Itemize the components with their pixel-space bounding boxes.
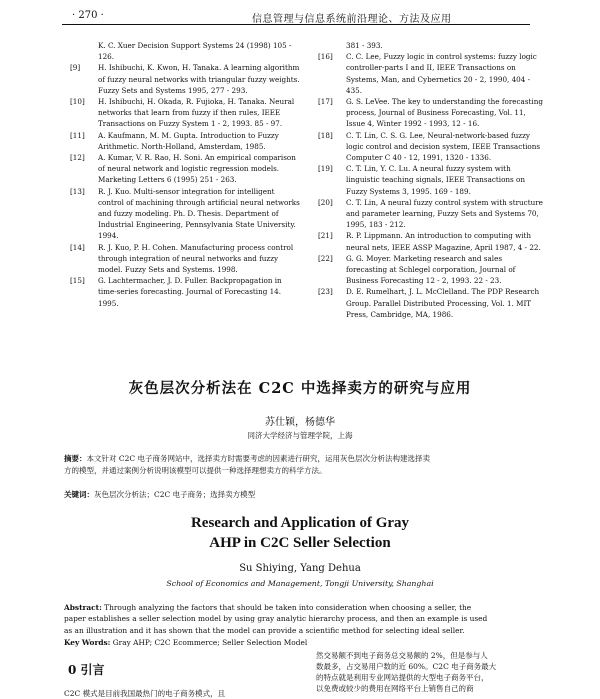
body-line: 的特点就是利用专业网站提供的大型电子商务平台， <box>316 673 489 682</box>
chinese-affiliation: 同济大学经济与管理学院，上海 <box>247 431 353 440</box>
chinese-abstract-line: 本文针对 C2C 电子商务网站中，选择卖方时需要考虑的因素进行研究，运用灰色层次分析法构建选择卖 <box>86 454 431 463</box>
reference-text: G. S. LeVee. The key to understanding the forecasting process, Journal of Business Forecasting, Vol. 11, Issue 4, Winter 1992 - 1993, 12 - 16. <box>346 97 543 129</box>
reference-text: H. Ishibuchi, K. Kwon, H. Tanaka. A learning algorithm of fuzzy neural networks with triangular fuzzy weights. Fuzzy Sets and Systems 1995, 277 - 293. <box>98 63 300 95</box>
references-left-column <box>70 40 302 309</box>
reference-text: R. J. Kuo. Multi-sensor integration for intelligent control of machining through artificial neural networks and fuzzy modeling. Ph. D. Thesis. Department of Industrial Engineering, Pennsylvania State University. 1994. <box>98 186 300 241</box>
reference-text: R. P. Lippmann. An introduction to computing with neural nets, IEEE ASSP Magazine, April 1987, 4 - 22. <box>346 231 541 252</box>
reference-number: [17] <box>318 97 333 107</box>
body-line: 以免费或较少的费用在网络平台上销售自己的商 <box>316 684 474 693</box>
reference-text: A. Kumar, V. R. Rao, H. Soni. An empirical comparison of neural network and logistic regression models. Marketing Letters 6 (1995) 251 - 263. <box>98 153 296 185</box>
reference-item <box>318 40 544 51</box>
body-line: 然交易额不到电子商务总交易额的 2%，但是参与人 <box>316 651 488 660</box>
references-right-column <box>318 40 544 320</box>
english-keywords <box>64 638 542 647</box>
body-right-column <box>316 650 548 694</box>
chinese-abstract-line: 方的模型，并通过案例分析说明该模型可以提供一种选择理想卖方的科学方法。 <box>64 465 327 475</box>
reference-number: [19] <box>318 164 333 174</box>
english-abstract <box>64 602 542 636</box>
reference-item <box>70 152 302 186</box>
reference-text: C. T. Lin, C. S. G. Lee, Neural-network-based fuzzy logic control and decision system, IEEE Transactions Computer C 40 - 12, 1991, 1320 - 1336. <box>346 130 541 163</box>
reference-item <box>318 230 544 252</box>
english-title-line: AHP in C2C Seller Selection <box>209 535 391 551</box>
chinese-keywords <box>64 489 542 500</box>
reference-item <box>318 253 544 287</box>
reference-text: G. Lachtermacher, J. D. Fuller. Backpropagation in time-series forecasting. Journal of Forecasting 14. 1995. <box>98 276 282 308</box>
reference-item <box>70 40 302 62</box>
reference-text: R. J. Kuo, P. H. Cohen. Manufacturing process control through integration of neural networks and fuzzy model. Fuzzy Sets and Systems. 1998. <box>98 242 294 275</box>
english-keywords-text: Gray AHP; C2C Ecommerce; Seller Selection Model <box>112 638 308 647</box>
reference-text: G. G. Moyer. Marketing research and sales forecasting at Schlegel corporation, Journal of Business Forecasting 12 - 2, 1993. 22 - 23. <box>346 253 516 286</box>
reference-item <box>318 286 544 320</box>
reference-number: [20] <box>318 197 333 207</box>
body-left-column: C2C 模式是目前我国最热门的电子商务模式，且 <box>64 689 226 698</box>
english-abstract-line: as an illustration and it has shown that the model can provide a scientific method for selecting ideal seller. <box>64 625 465 635</box>
section-heading: 0 引言 <box>68 663 105 677</box>
reference-item <box>318 197 544 231</box>
reference-number: [23] <box>318 287 333 297</box>
reference-text: D. E. Rumelhart, J. L. McClelland. The PDP Research Group. Parallel Distributed Processing, Vol. 1. MIT Press, Cambridge, MA, 1986. <box>346 287 540 319</box>
english-abstract-line: paper establishes a seller selection model by using gray analytic hierarchy process, and then an example is used <box>64 614 488 624</box>
reference-text: C. C. Lee, Fuzzy logic in control systems: fuzzy logic controller-parts I and II, IEEE Transactions on Systems, Man, and Cybernetics 20 - 2, 1990, 404 - 435. <box>346 52 537 95</box>
reference-number: [18] <box>318 130 333 140</box>
chinese-abstract-label: 摘要： <box>64 454 87 463</box>
reference-text: K. C. Xuer Decision Support Systems 24 (1998) 105 - 126. <box>98 41 292 62</box>
reference-item <box>70 275 302 309</box>
english-abstract-line: Through analyzing the factors that should be taken into consideration when choosing a seller, the <box>104 603 472 612</box>
reference-item <box>318 51 544 96</box>
english-title-line: Research and Application of Gray <box>190 515 410 531</box>
reference-item <box>70 130 302 152</box>
reference-number <box>318 40 346 51</box>
chinese-keywords-text: 灰色层次分析法；C2C 电子商务；选择卖方模型 <box>94 490 256 499</box>
english-keywords-label: Key Words: <box>64 638 111 647</box>
chinese-authors: 苏仕颖，杨德华 <box>265 417 335 428</box>
reference-number: [15] <box>70 276 85 286</box>
reference-number: [16] <box>318 52 333 62</box>
reference-number: [14] <box>70 242 85 252</box>
reference-number: [12] <box>70 153 85 163</box>
running-header <box>62 6 530 25</box>
chinese-abstract <box>64 453 542 476</box>
reference-item <box>70 242 302 276</box>
reference-number: [10] <box>70 97 85 107</box>
reference-item <box>318 96 544 130</box>
english-affiliation: School of Economics and Management, Tongji University, Shanghai <box>166 579 434 588</box>
reference-number <box>70 40 98 62</box>
page-number: · 270 · <box>72 10 104 21</box>
english-abstract-label: Abstract: <box>64 603 102 612</box>
reference-text: C. T. Lin, A neural fuzzy control system with structure and parameter learning, Fuzzy Sets and Systems 70, 1995, 183 - 212. <box>346 197 543 230</box>
reference-text: 381 - 393. <box>346 41 383 50</box>
reference-number: [11] <box>70 130 85 140</box>
body-line: 数最多，占交易用户数的近 60%。C2C 电子商务最大 <box>316 662 497 671</box>
chinese-title: 灰色层次分析法在 C2C 中选择卖方的研究与应用 <box>128 380 472 397</box>
running-title: 信息管理与信息系统前沿理论、方法及应用 <box>252 14 452 25</box>
reference-text: H. Ishibuchi, H. Okada, R. Fujioka, H. Tanaka. Neural networks that learn from fuzzy if then rules, IEEE Transactions on Fuzzy System 1 - 2, 1993. 85 - 97. <box>98 97 295 129</box>
reference-text: A. Kaufmann, M. M. Gupta. Introduction to Fuzzy Arithmetic. North-Holland, Amsterdam, 1985. <box>98 130 279 151</box>
reference-item <box>70 62 302 96</box>
reference-number: [22] <box>318 253 333 263</box>
reference-text: C. T. Lin, Y. C. Lu. A neural fuzzy system with linguistic teaching signals, IEEE Transactions on Fuzzy Systems 3, 1995. 169 - 189. <box>346 164 525 196</box>
english-authors: Su Shiying, Yang Dehua <box>239 563 361 574</box>
reference-number: [13] <box>70 186 85 196</box>
reference-number: [21] <box>318 231 333 241</box>
reference-item <box>318 130 544 164</box>
reference-number: [9] <box>70 63 81 73</box>
reference-item <box>70 186 302 242</box>
reference-item <box>70 96 302 130</box>
chinese-keywords-label: 关键词： <box>64 490 94 499</box>
english-title <box>60 513 540 553</box>
reference-item <box>318 163 544 197</box>
